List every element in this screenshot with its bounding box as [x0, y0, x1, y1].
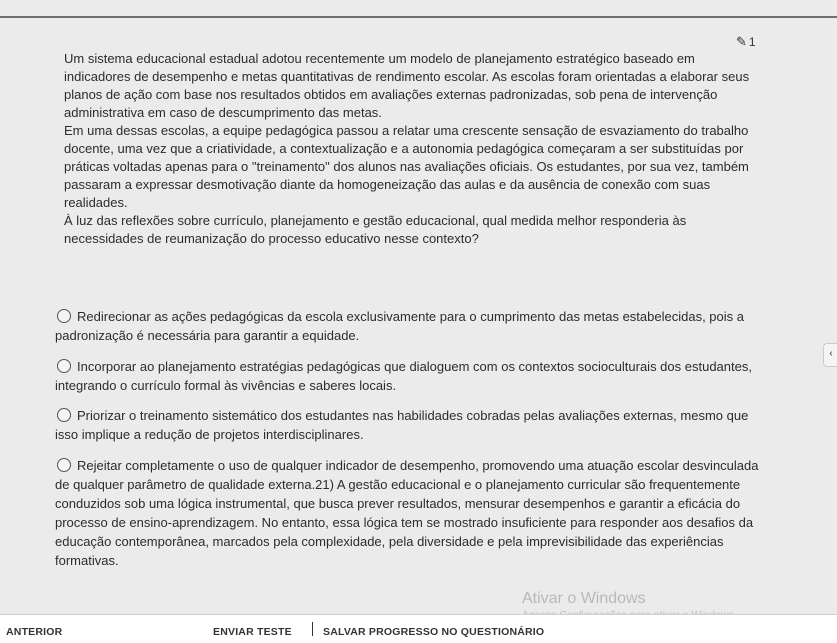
save-progress-button[interactable]: SALVAR PROGRESSO NO QUESTIONÁRIO — [323, 626, 545, 638]
footer-separator — [312, 622, 313, 636]
radio-button[interactable] — [57, 408, 71, 422]
stem-paragraph-2: Em uma dessas escolas, a equipe pedagógica passou a relatar uma crescente sensação de esvaziamento do trabalho docente, uma vez que a criatividade, a contextualização e a autonomia pedagógica começaram a ser substituídas por práticas voltadas apenas para o "treinamento" dos alunos nas avaliações oficiais. Os estudantes, por sua vez, também passaram a expressar desmotivação diante da homogeneização das aulas e da ausência de conexão com suas realidades. — [64, 123, 749, 210]
answer-option-4[interactable] — [55, 456, 765, 570]
answer-option-text: Redirecionar as ações pedagógicas da escola exclusivamente para o cumprimento das metas estabelecidas, pois a padronização é necessária para garantir a equidade. — [55, 309, 744, 343]
stem-paragraph-3: À luz das reflexões sobre currículo, planejamento e gestão educacional, qual medida melhor responderia às necessidades de reumanização do processo educativo nesse contexto? — [64, 213, 687, 246]
answer-option-text: Incorporar ao planejamento estratégias pedagógicas que dialoguem com os contextos socioculturais dos estudantes, integrando o currículo formal às vivências e saberes locais. — [55, 359, 752, 393]
question-stem — [64, 50, 764, 248]
answer-option-1[interactable] — [55, 307, 765, 345]
answer-option-2[interactable] — [55, 357, 765, 395]
previous-button[interactable]: ANTERIOR — [6, 626, 63, 638]
radio-button[interactable] — [57, 359, 71, 373]
answer-option-text: Rejeitar completamente o uso de qualquer indicador de desempenho, promovendo uma atuação escolar desvinculada de qualquer parâmetro de qualidade externa.21) A gestão educacional e o planejamento curricular são frequentemente conduzidos sob uma lógica instrumental, que busca prever resultados, mensurar desempenhos e garantir a eficácia do processo de ensino-aprendizagem. No entanto, essa lógica tem se mostrado insuficiente para responder aos desafios da educação contemporânea, marcados pela complexidade, pela diversidade e pela imprevisibilidade das experiências formativas. — [55, 458, 759, 568]
side-panel-toggle[interactable] — [823, 343, 837, 367]
edit-pen-icon: ✎ — [736, 34, 747, 49]
answer-option-text: Priorizar o treinamento sistemático dos estudantes nas habilidades cobradas pelas avaliações externas, mesmo que isso implique a redução de projetos interdisciplinares. — [55, 408, 749, 442]
question-number-badge — [736, 34, 756, 50]
windows-activation-title: Ativar o Windows — [522, 590, 646, 607]
radio-button[interactable] — [57, 309, 71, 323]
send-test-button[interactable]: ENVIAR TESTE — [213, 626, 292, 638]
footer-bar — [0, 614, 837, 643]
question-number: 1 — [748, 35, 756, 49]
stem-paragraph-1: Um sistema educacional estadual adotou recentemente um modelo de planejamento estratégico baseado em indicadores de desempenho e metas quantitativas de rendimento escolar. As escolas foram orientadas a elaborar seus planos de ação com base nos resultados obtidos em avaliações externas padronizadas, sob pena de intervenção administrativa em caso de descumprimento das metas. — [64, 51, 750, 120]
radio-button[interactable] — [57, 458, 71, 472]
chevron-left-icon: ‹ — [829, 348, 833, 359]
answer-option-3[interactable] — [55, 406, 765, 444]
